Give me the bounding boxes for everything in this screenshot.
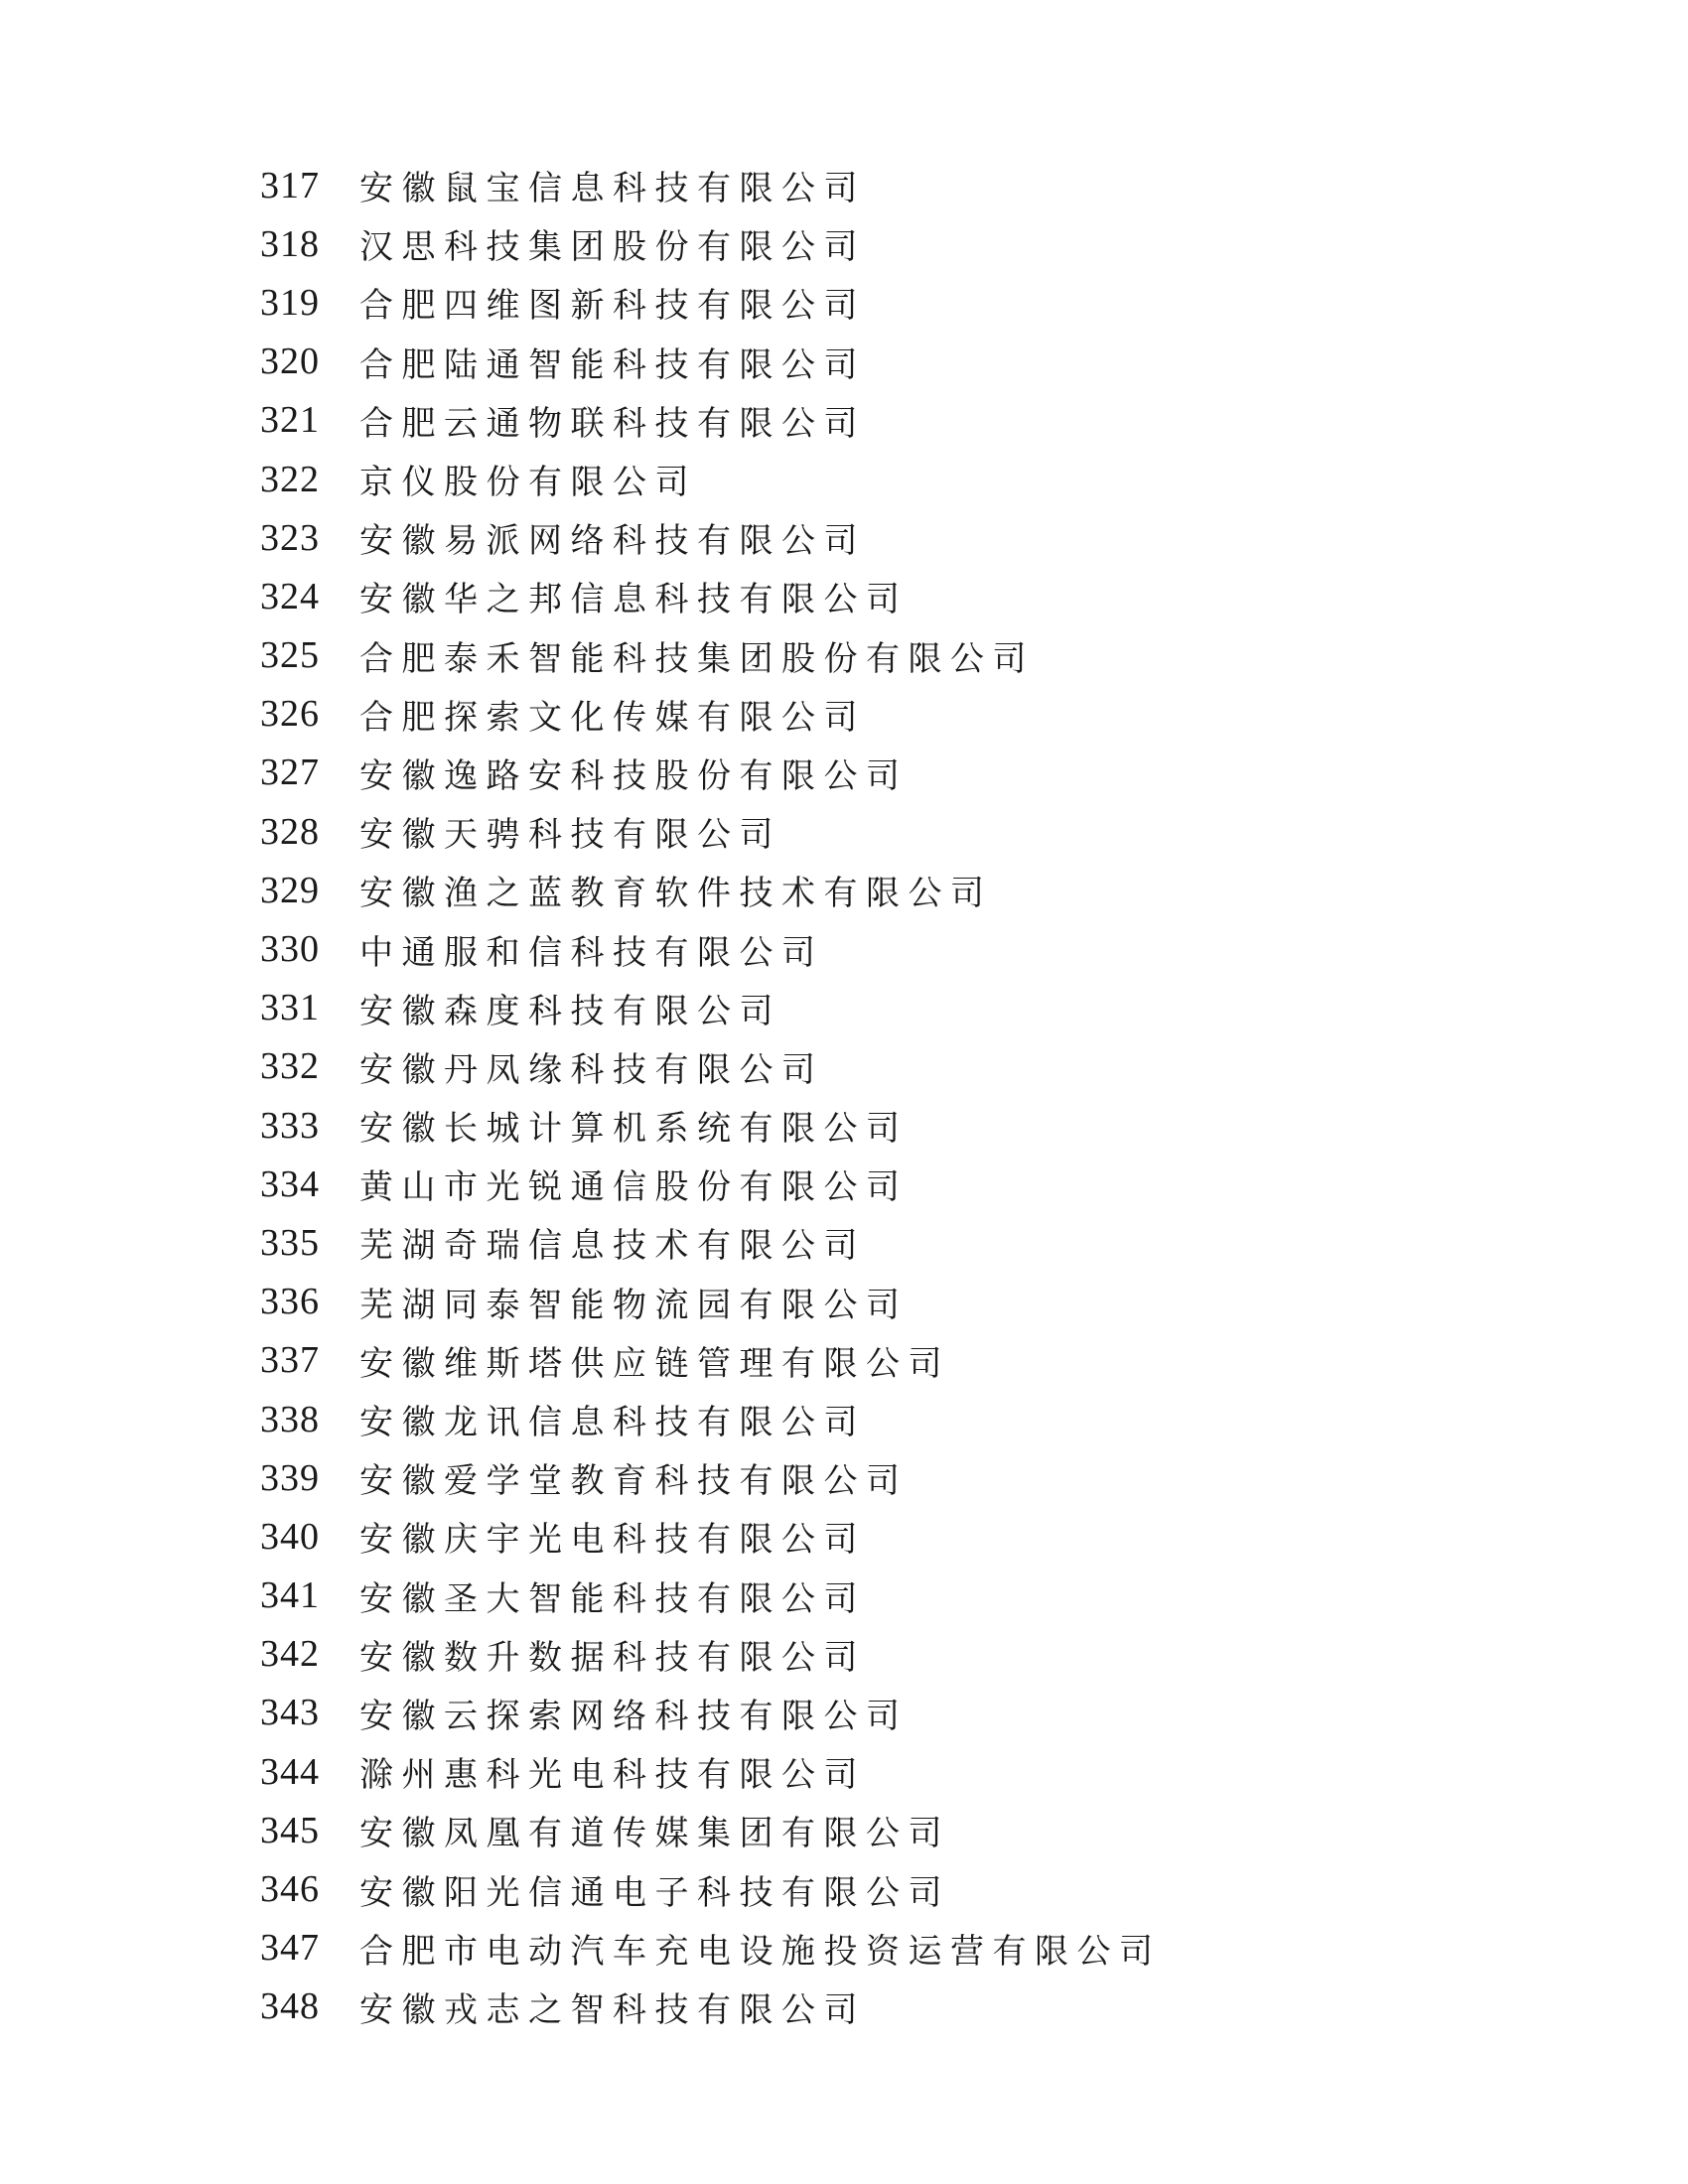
entry-number: 322: [260, 458, 320, 500]
company-name: 合肥陆通智能科技有限公司: [359, 344, 866, 385]
entry-number: 334: [260, 1162, 320, 1205]
entry-number: 319: [260, 281, 320, 324]
company-entry: [260, 685, 1162, 744]
company-name: 安徽数升数据科技有限公司: [359, 1637, 866, 1678]
company-entry: [260, 1213, 1162, 1272]
entry-number: 328: [260, 810, 320, 853]
company-name: 安徽阳光信通电子科技有限公司: [359, 1872, 950, 1913]
company-entry: [260, 567, 1162, 625]
company-name: 安徽戎志之智科技有限公司: [359, 1989, 866, 2030]
entry-number: 333: [260, 1104, 320, 1147]
company-entry: [260, 1684, 1162, 1742]
company-name: 合肥市电动汽车充电设施投资运营有限公司: [359, 1931, 1162, 1972]
company-name: 安徽华之邦信息科技有限公司: [359, 580, 909, 620]
entry-number: 338: [260, 1398, 320, 1440]
entry-number: 318: [260, 222, 320, 265]
company-name: 安徽维斯塔供应链管理有限公司: [359, 1343, 950, 1384]
company-name: 安徽逸路安科技股份有限公司: [359, 755, 909, 796]
company-entry: [260, 450, 1162, 508]
company-name: 合肥云通物联科技有限公司: [359, 403, 866, 444]
entry-number: 326: [260, 693, 320, 736]
entry-number: 321: [260, 399, 320, 442]
entry-number: 340: [260, 1515, 320, 1558]
company-name: 合肥泰禾智能科技集团股份有限公司: [359, 638, 1035, 679]
entry-number: 324: [260, 575, 320, 617]
company-entry: [260, 1801, 1162, 1859]
company-name: 安徽渔之蓝教育软件技术有限公司: [359, 874, 993, 914]
company-name: 安徽庆宇光电科技有限公司: [359, 1520, 866, 1561]
company-name: 芜湖同泰智能物流园有限公司: [359, 1285, 909, 1325]
company-entry: [260, 744, 1162, 802]
company-name: 京仪股份有限公司: [359, 463, 697, 503]
company-name: 安徽圣大智能科技有限公司: [359, 1578, 866, 1619]
entry-number: 342: [260, 1633, 320, 1676]
entry-number: 344: [260, 1750, 320, 1793]
company-name: 安徽爱学堂教育科技有限公司: [359, 1461, 909, 1502]
company-name: 汉思科技集团股份有限公司: [359, 227, 866, 268]
entry-number: 337: [260, 1339, 320, 1382]
company-entry: [260, 861, 1162, 919]
company-entry: [260, 1859, 1162, 1918]
entry-number: 331: [260, 987, 320, 1029]
company-name: 安徽易派网络科技有限公司: [359, 521, 866, 562]
company-entry: [260, 1567, 1162, 1625]
company-entry: [260, 802, 1162, 861]
company-entry: [260, 1507, 1162, 1566]
company-entry: [260, 1978, 1162, 2036]
company-name: 黄山市光锐通信股份有限公司: [359, 1167, 909, 1208]
entry-number: 327: [260, 751, 320, 794]
company-list: [260, 156, 1162, 2036]
entry-number: 329: [260, 869, 320, 911]
company-name: 安徽鼠宝信息科技有限公司: [359, 169, 866, 209]
company-name: 中通服和信科技有限公司: [359, 932, 824, 973]
entry-number: 320: [260, 341, 320, 383]
company-entry: [260, 1919, 1162, 1978]
company-name: 安徽森度科技有限公司: [359, 991, 781, 1031]
company-entry: [260, 979, 1162, 1037]
entry-number: 335: [260, 1221, 320, 1264]
company-entry: [260, 156, 1162, 214]
company-entry: [260, 1155, 1162, 1213]
company-entry: [260, 333, 1162, 391]
company-entry: [260, 1448, 1162, 1507]
company-entry: [260, 273, 1162, 332]
company-entry: [260, 1390, 1162, 1448]
company-name: 滁州惠科光电科技有限公司: [359, 1755, 866, 1796]
company-name: 安徽龙讯信息科技有限公司: [359, 1403, 866, 1443]
entry-number: 323: [260, 516, 320, 559]
entry-number: 348: [260, 1985, 320, 2028]
company-entry: [260, 1096, 1162, 1155]
entry-number: 330: [260, 928, 320, 971]
entry-number: 339: [260, 1456, 320, 1499]
entry-number: 336: [260, 1281, 320, 1323]
company-entry: [260, 1742, 1162, 1801]
company-name: 安徽丹凤缘科技有限公司: [359, 1049, 824, 1090]
entry-number: 325: [260, 634, 320, 677]
entry-number: 332: [260, 1045, 320, 1088]
company-name: 合肥四维图新科技有限公司: [359, 286, 866, 327]
company-entry: [260, 626, 1162, 685]
company-entry: [260, 1331, 1162, 1390]
company-entry: [260, 1625, 1162, 1684]
entry-number: 343: [260, 1692, 320, 1734]
entry-number: 346: [260, 1868, 320, 1911]
entry-number: 341: [260, 1574, 320, 1617]
company-entry: [260, 391, 1162, 450]
company-name: 安徽天骋科技有限公司: [359, 815, 781, 856]
company-name: 芜湖奇瑞信息技术有限公司: [359, 1226, 866, 1267]
company-name: 安徽凤凰有道传媒集团有限公司: [359, 1814, 950, 1854]
company-entry: [260, 508, 1162, 567]
company-name: 安徽云探索网络科技有限公司: [359, 1696, 909, 1736]
company-entry: [260, 919, 1162, 978]
entry-number: 317: [260, 164, 320, 206]
entry-number: 345: [260, 1809, 320, 1851]
entry-number: 347: [260, 1927, 320, 1970]
company-name: 安徽长城计算机系统有限公司: [359, 1109, 909, 1150]
company-entry: [260, 1037, 1162, 1096]
company-entry: [260, 1273, 1162, 1331]
company-name: 合肥探索文化传媒有限公司: [359, 697, 866, 738]
company-entry: [260, 214, 1162, 273]
